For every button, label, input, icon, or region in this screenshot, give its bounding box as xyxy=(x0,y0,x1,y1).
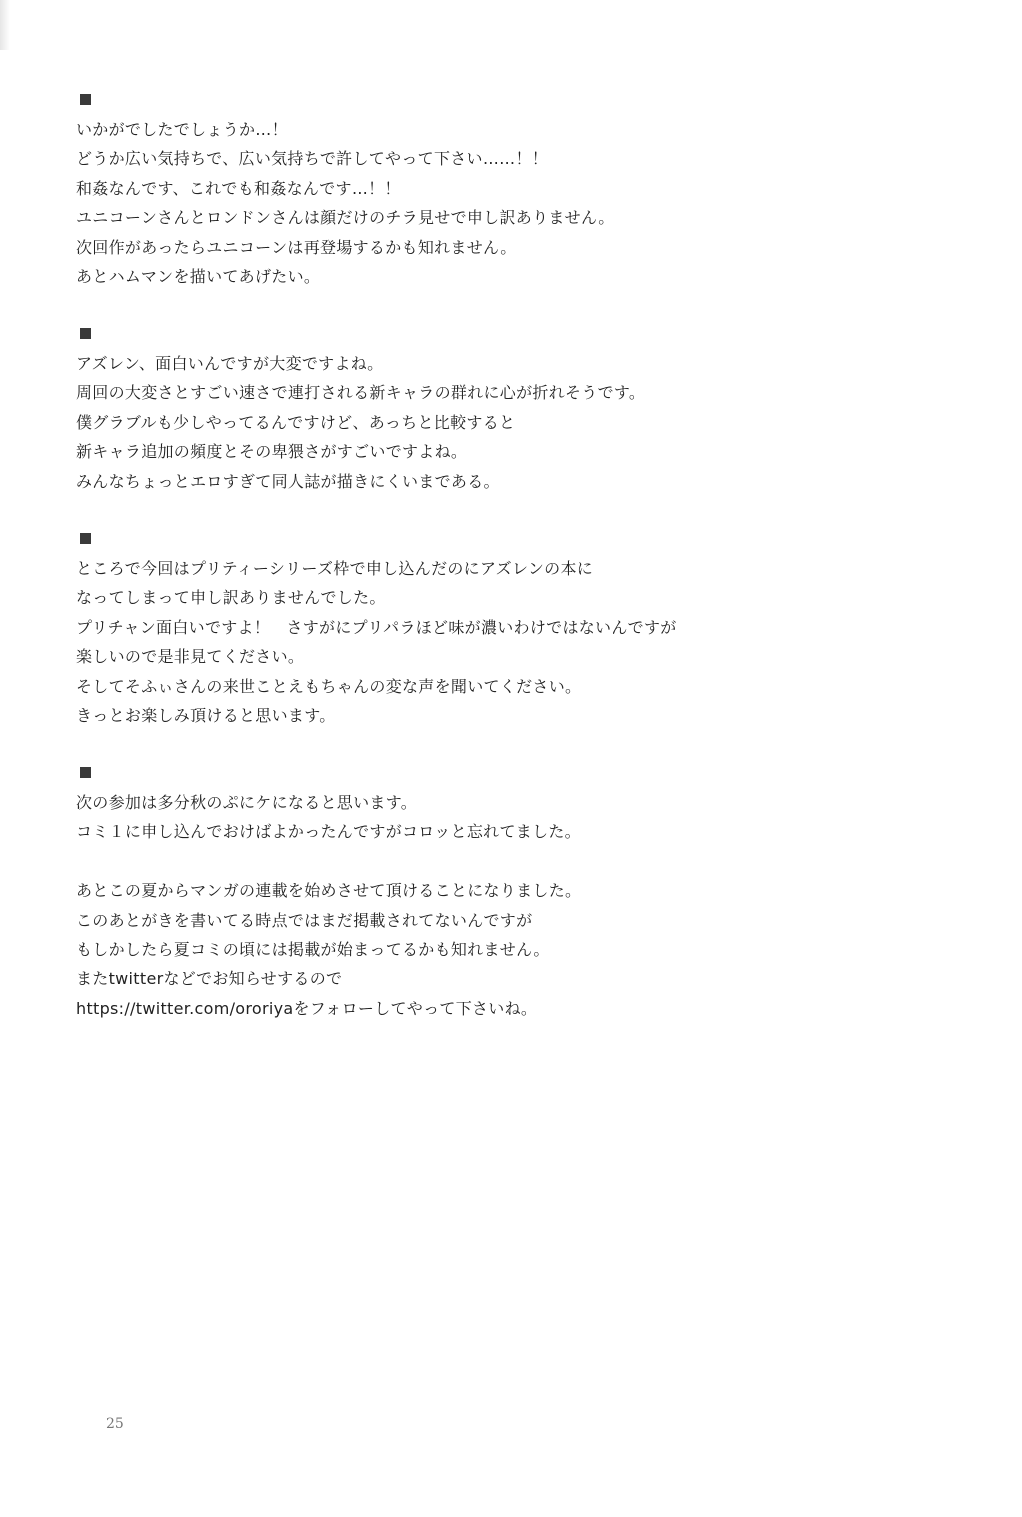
square-bullet-icon xyxy=(80,767,91,778)
text-line: どうか広い気持ちで、広い気持ちで許してやって下さい……！！ xyxy=(76,149,549,169)
square-bullet-icon xyxy=(80,533,91,544)
text-line: きっとお楽しみ頂けると思います。 xyxy=(76,706,336,726)
scan-edge-shadow xyxy=(0,0,10,50)
paragraph-gap xyxy=(76,847,796,876)
section-4 xyxy=(76,767,796,1023)
section-2 xyxy=(76,328,796,496)
text-line: プリチャン面白いですよ！ さすがにプリパラほど味が濃いわけではないんですが xyxy=(76,617,677,637)
text-line: なってしまって申し訳ありませんでした。 xyxy=(76,588,386,608)
text-line: あとハムマンを描いてあげたい。 xyxy=(76,267,321,287)
text-line: そしてそふぃさんの来世ことえもちゃんの変な声を聞いてください。 xyxy=(76,676,582,696)
text-line: もしかしたら夏コミの頃には掲載が始まってるかも知れません。 xyxy=(76,940,550,960)
text-line: アズレン、面白いんですが大変ですよね。 xyxy=(76,354,384,373)
text-line: またtwitterなどでお知らせするので xyxy=(76,969,343,989)
twitter-link-line: https://twitter.com/ororiyaをフォローしてやって下さいね。 xyxy=(76,998,538,1018)
section-1 xyxy=(76,94,796,291)
text-line: 僕グラブルも少しやってるんですけど、あっちと比較すると xyxy=(76,412,516,432)
text-line: 楽しいので是非見てください。 xyxy=(76,647,305,667)
text-line: ところで今回はプリティーシリーズ枠で申し込んだのにアズレンの本に xyxy=(76,559,594,578)
text-line: このあとがきを書いてる時点ではまだ掲載されてないんですが xyxy=(76,910,533,930)
square-bullet-icon xyxy=(80,94,91,105)
text-line: 次回作があったらユニコーンは再登場するかも知れません。 xyxy=(76,237,517,257)
text-line: 周回の大変さとすごい速さで連打される新キャラの群れに心が折れそうです。 xyxy=(76,383,646,403)
square-bullet-icon xyxy=(80,328,91,339)
text-line: 和姦なんです、これでも和姦なんです…！！ xyxy=(76,178,401,198)
text-line: みんなちょっとエロすぎて同人誌が描きにくいまである。 xyxy=(76,471,500,491)
text-line: あとこの夏からマンガの連載を始めさせて頂けることになりました。 xyxy=(76,881,582,901)
page-number: 25 xyxy=(106,1416,124,1432)
section-3 xyxy=(76,533,796,730)
text-line: ユニコーンさんとロンドンさんは顔だけのチラ見せで申し訳ありません。 xyxy=(76,208,615,228)
text-line: 次の参加は多分秋のぷにケになると思います。 xyxy=(76,793,418,812)
text-line: いかがでしたでしょうか…！ xyxy=(76,120,288,139)
text-line: 新キャラ追加の頻度とその卑猥さがすごいですよね。 xyxy=(76,442,468,462)
text-line: コミ１に申し込んでおけばよかったんですがコロッと忘れてました。 xyxy=(76,822,581,842)
